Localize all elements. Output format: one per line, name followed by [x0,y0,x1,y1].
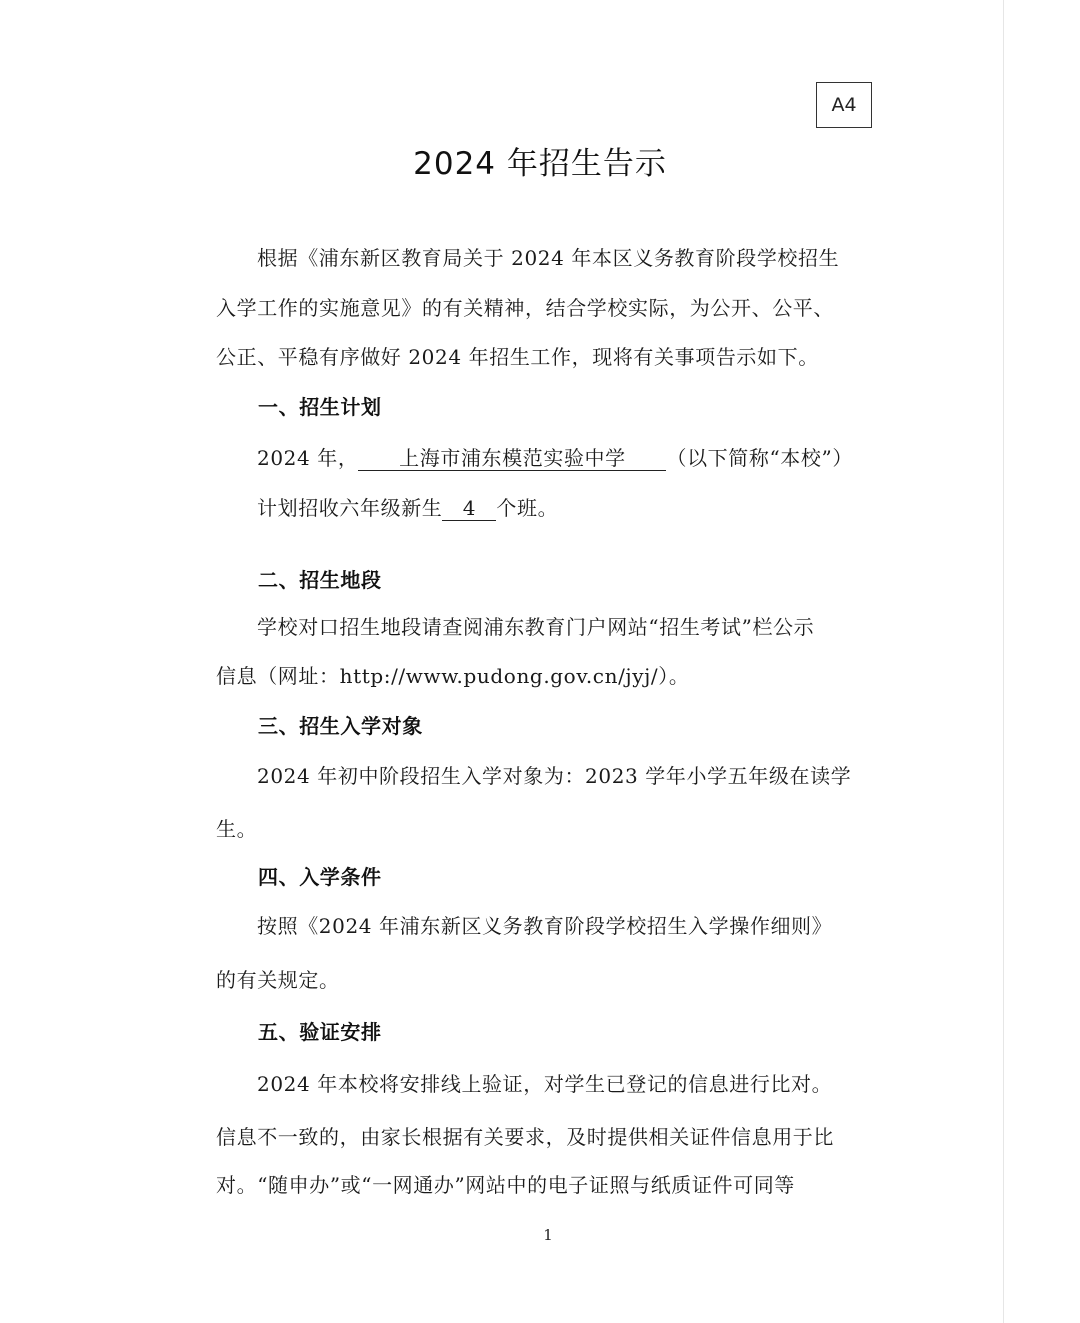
intro-line-1: 根据《浦东新区教育局关于 2024 年本区义务教育阶段学校招生 [257,246,840,270]
section-1-abbrev-note: （以下简称“本校”） [666,446,853,470]
section-2-line-2: 信息（网址：http://www.pudong.gov.cn/jyj/）。 [216,664,690,688]
section-1-heading: 一、招生计划 [258,395,382,419]
intro-line-2: 入学工作的实施意见》的有关精神，结合学校实际，为公开、公平、 [216,296,834,320]
section-2-line-1: 学校对口招生地段请查阅浦东教育门户网站“招生考试”栏公示 [257,615,815,639]
page-edge-line [1003,0,1004,1323]
page-number: 1 [543,1226,553,1244]
section-5-line-2: 信息不一致的，由家长根据有关要求，及时提供相关证件信息用于比 [216,1125,834,1149]
document-tag-box: A4 [816,82,872,128]
document-title: 2024 年招生告示 [413,146,667,182]
section-4-line-2: 的有关规定。 [216,968,340,992]
class-count-fill: 4 [442,496,496,521]
section-5-heading: 五、验证安排 [258,1020,382,1044]
section-3-line-2: 生。 [216,817,258,841]
section-5-line-1: 2024 年本校将安排线上验证，对学生已登记的信息进行比对。 [257,1072,833,1096]
section-4-heading: 四、入学条件 [258,865,382,889]
section-1-plan-prefix: 计划招收六年级新生 [257,496,443,520]
school-name-fill: 上海市浦东模范实验中学 [358,446,666,471]
section-1-year-prefix: 2024 年， [257,446,359,470]
section-4-line-1: 按照《2024 年浦东新区义务教育阶段学校招生入学操作细则》 [257,914,833,938]
intro-line-3: 公正、平稳有序做好 2024 年招生工作，现将有关事项告示如下。 [216,345,819,369]
section-1-plan-suffix: 个班。 [496,496,559,520]
section-2-heading: 二、招生地段 [258,568,382,592]
section-3-line-1: 2024 年初中阶段招生入学对象为：2023 学年小学五年级在读学 [257,764,852,788]
section-1-line-2 [257,494,558,522]
section-5-line-3: 对。“随申办”或“一网通办”网站中的电子证照与纸质证件可同等 [216,1173,795,1197]
section-3-heading: 三、招生入学对象 [258,714,423,738]
section-1-line-1 [257,444,853,472]
